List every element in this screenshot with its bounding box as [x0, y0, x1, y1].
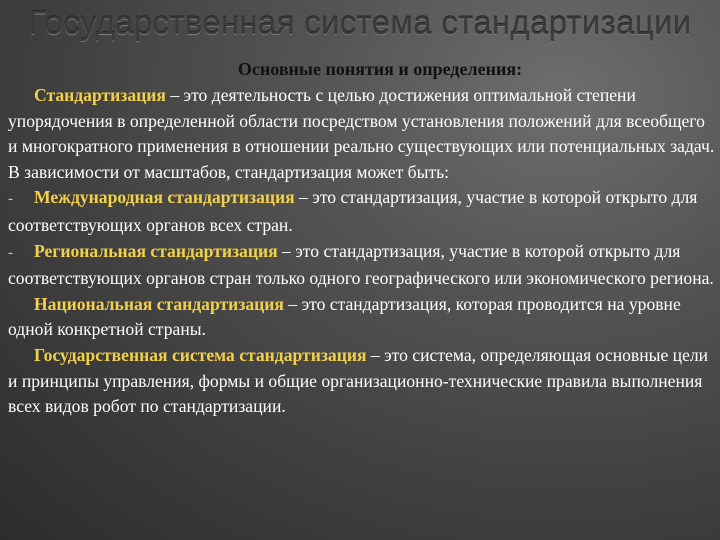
term-international: Международная стандартизация [34, 187, 295, 208]
definition-national: – это стандартизация, которая проводится на уровне одной конкретной страны. [8, 293, 681, 340]
term-standardization: Стандартизация [34, 85, 166, 105]
slide-subtitle: Основные понятия и определения: [237, 59, 523, 79]
slide-title: Государственная система стандартизации [28, 4, 692, 41]
content-body [8, 83, 716, 420]
list-item-regional [8, 239, 716, 292]
term-state-system: Государственная система стандартизация [34, 344, 367, 365]
definition-international: – это стандартизация, участие в которой открыто для соответствующих органов всех стран. [8, 187, 698, 235]
definition-state-system: – это система, определяющая основные цели и принципы управления, формы и общие организационно-технические правила выполнения всех видов робот по стандартизации. [8, 344, 709, 417]
definition-regional: – это стандартизация, участие в которой открыто для соответствующих органов стран только одного географического или экономического региона. [8, 240, 714, 289]
bullet-dash: - [8, 244, 13, 261]
list-item-international [8, 185, 716, 238]
term-national: Национальная стандартизация [34, 293, 284, 314]
definition-standardization: – это деятельность с целью достижения оптимальной степени упорядочения в определенной области посредством установления положений для всеобщего и многократного применения в отношении реально существующих или потенциальных задач. В зависимости от масштабов, стандартизация может быть: [8, 85, 715, 182]
list-item-state-system [8, 343, 716, 420]
bullet-dash: - [8, 191, 13, 208]
term-regional: Региональная стандартизация [34, 240, 278, 261]
list-item-national [8, 292, 716, 343]
intro-paragraph [8, 83, 716, 185]
